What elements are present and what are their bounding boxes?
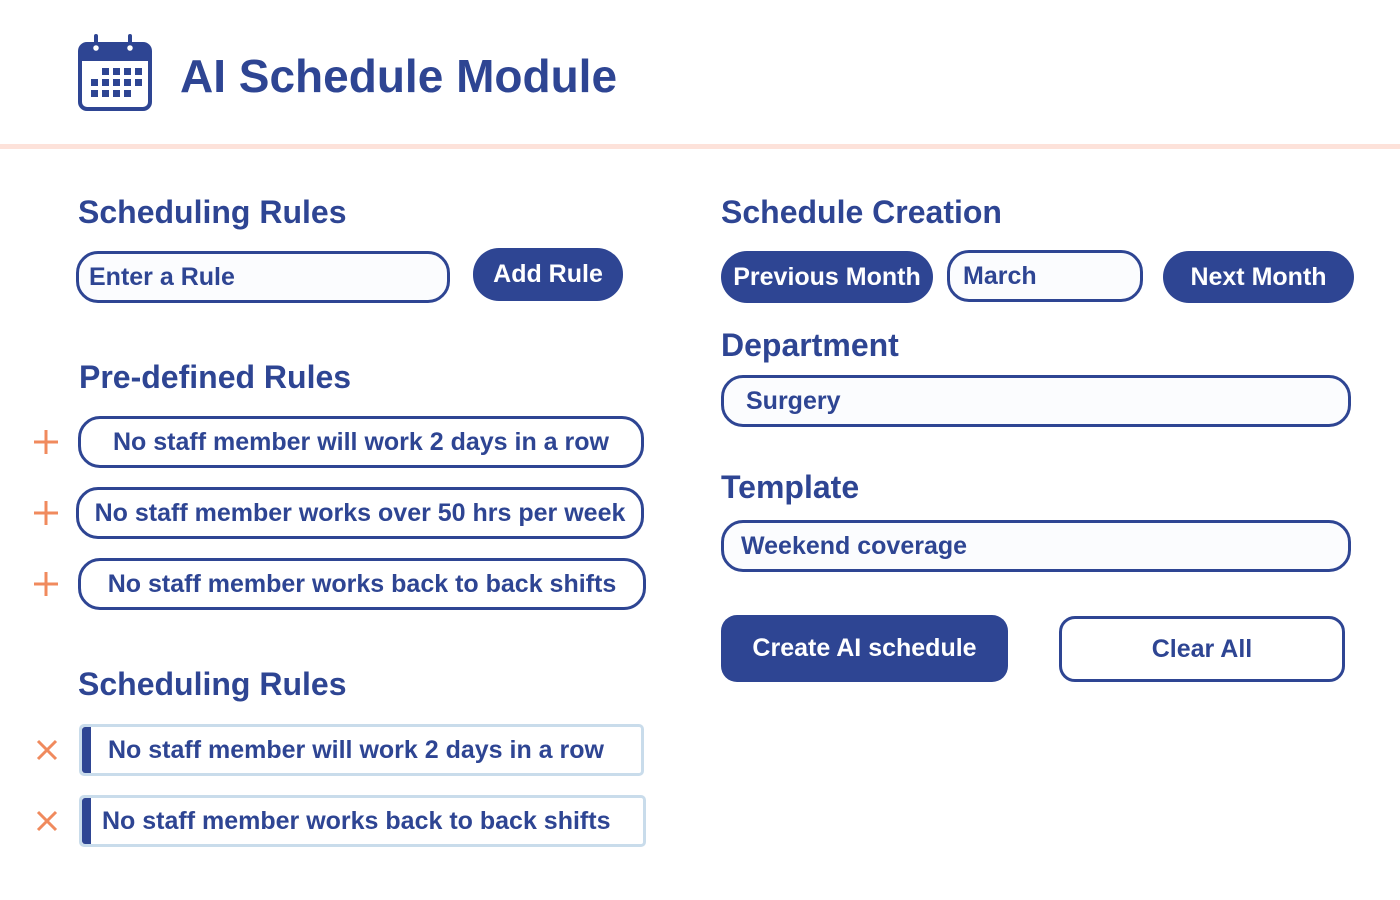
month-value: March — [963, 261, 1037, 290]
rule-marker — [82, 798, 91, 844]
rule-input-placeholder: Enter a Rule — [89, 262, 235, 291]
predefined-rule-item[interactable]: No staff member will work 2 days in a row — [78, 416, 644, 468]
department-label: Department — [721, 327, 899, 363]
close-icon[interactable] — [35, 738, 59, 762]
scheduling-rules-heading: Scheduling Rules — [78, 194, 347, 230]
rule-marker — [82, 727, 91, 773]
clear-all-button[interactable]: Clear All — [1059, 616, 1345, 682]
create-ai-schedule-button[interactable]: Create AI schedule — [721, 615, 1008, 682]
plus-icon[interactable] — [32, 570, 60, 598]
next-month-button[interactable]: Next Month — [1163, 251, 1354, 303]
predefined-rules-heading: Pre-defined Rules — [79, 359, 352, 395]
close-icon[interactable] — [35, 809, 59, 833]
month-field[interactable] — [947, 250, 1143, 302]
rule-input[interactable] — [76, 251, 450, 303]
department-value: Surgery — [746, 386, 841, 415]
selected-rule-item — [79, 795, 646, 847]
selected-rules-heading: Scheduling Rules — [78, 666, 347, 702]
template-field[interactable] — [721, 520, 1351, 572]
selected-rule-text: No staff member works back to back shifts — [102, 806, 611, 835]
selected-rule-text: No staff member will work 2 days in a row — [108, 735, 604, 764]
schedule-creation-heading: Schedule Creation — [721, 194, 1002, 230]
add-rule-button[interactable]: Add Rule — [473, 248, 623, 301]
selected-rule-item — [79, 724, 644, 776]
predefined-rule-item[interactable]: No staff member works back to back shifts — [78, 558, 646, 610]
previous-month-button[interactable]: Previous Month — [721, 251, 933, 303]
header-divider — [0, 144, 1400, 149]
predefined-rule-item[interactable]: No staff member works over 50 hrs per week — [76, 487, 644, 539]
app-title: AI Schedule Module — [180, 50, 618, 102]
template-value: Weekend coverage — [741, 531, 968, 560]
template-label: Template — [721, 469, 860, 505]
calendar-icon — [78, 34, 152, 112]
department-field[interactable] — [721, 375, 1351, 427]
plus-icon[interactable] — [32, 499, 60, 527]
plus-icon[interactable] — [32, 428, 60, 456]
